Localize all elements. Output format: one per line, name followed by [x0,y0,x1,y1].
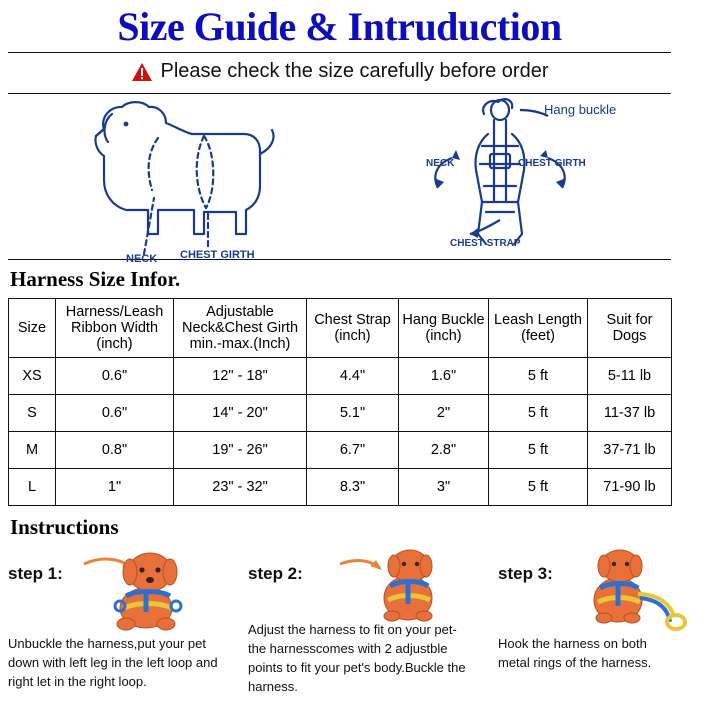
instruction-step-2 [248,542,470,700]
label-hang-buckle: Hang buckle [544,102,617,117]
page-title: Size Guide & Intruduction [117,4,562,49]
step-3-text: Hook the harness on both metal rings of the harness. [498,636,652,670]
step-1-label: step 1: [8,564,63,583]
table-row [9,469,672,506]
cell-buckle: 2.8" [399,432,489,469]
step-2-label: step 2: [248,564,303,583]
step-1-illustration [80,546,210,637]
table-row [9,395,672,432]
column-header-ribbon-width: Harness/Leash Ribbon Width (inch) [56,299,174,358]
cell-size: L [9,469,56,506]
label-neck-side: NECK [126,253,158,265]
cell-suit: 11-37 lb [588,395,672,432]
step-2-illustration [336,546,456,627]
cell-girth: 14" - 20" [174,395,307,432]
cell-ribbon: 0.6" [56,358,174,395]
warning-text: Please check the size carefully before order [160,60,549,82]
illustration-svg [8,94,671,265]
cell-leash: 5 ft [489,395,588,432]
column-header-chest-strap: Chest Strap (inch) [307,299,399,358]
column-header-leash-length: Leash Length (feet) [489,299,588,358]
column-header-suit-for-dogs: Suit for Dogs [588,299,672,358]
cell-suit: 5-11 lb [588,358,672,395]
table-row [9,358,672,395]
cell-size: XS [9,358,56,395]
label-chest-strap: CHEST STRAP [450,238,521,249]
step-3-label: step 3: [498,564,553,583]
instruction-step-1 [8,542,230,700]
cell-suit: 71-90 lb [588,469,672,506]
cell-girth: 19" - 26" [174,432,307,469]
cell-strap: 6.7" [307,432,399,469]
cell-ribbon: 0.8" [56,432,174,469]
size-section-heading: Harness Size Infor. [10,267,181,291]
cell-girth: 23" - 32" [174,469,307,506]
cell-leash: 5 ft [489,358,588,395]
column-header-size: Size [9,299,56,358]
instructions-heading: Instructions [10,515,119,539]
instruction-steps [8,542,671,700]
table-header-row [9,299,672,358]
cell-strap: 4.4" [307,358,399,395]
cell-strap: 8.3" [307,469,399,506]
label-chest-girth-side: CHEST GIRTH [180,249,255,261]
cell-leash: 5 ft [489,432,588,469]
column-header-neck-chest-girth: Adjustable Neck&Chest Girth min.-max.(Inch) [174,299,307,358]
label-chest-girth-front: CHEST GIRTH [518,158,586,169]
label-neck-front: NECK [426,158,455,169]
cell-girth: 12" - 18" [174,358,307,395]
table-row [9,432,672,469]
column-header-hang-buckle: Hang Buckle (inch) [399,299,489,358]
step-3-illustration [570,546,688,637]
warning-triangle-icon [131,62,153,82]
cell-buckle: 3" [399,469,489,506]
cell-ribbon: 1" [56,469,174,506]
step-1-text: Unbuckle the harness,put your pet down with left leg in the left loop and right let in the right loop. [8,636,218,689]
size-guide-page [0,4,679,706]
cell-size: M [9,432,56,469]
instruction-step-3 [498,542,720,700]
cell-leash: 5 ft [489,469,588,506]
cell-ribbon: 0.6" [56,395,174,432]
step-2-text: Adjust the harness to fit on your pet-the harnesscomes with 2 adjustble points to fit your pet's body.Buckle the harness. [248,622,466,694]
warning-row [8,53,671,91]
cell-buckle: 2" [399,395,489,432]
cell-strap: 5.1" [307,395,399,432]
cell-buckle: 1.6" [399,358,489,395]
measurement-illustrations [8,94,671,265]
cell-size: S [9,395,56,432]
size-table [8,298,672,506]
cell-suit: 37-71 lb [588,432,672,469]
